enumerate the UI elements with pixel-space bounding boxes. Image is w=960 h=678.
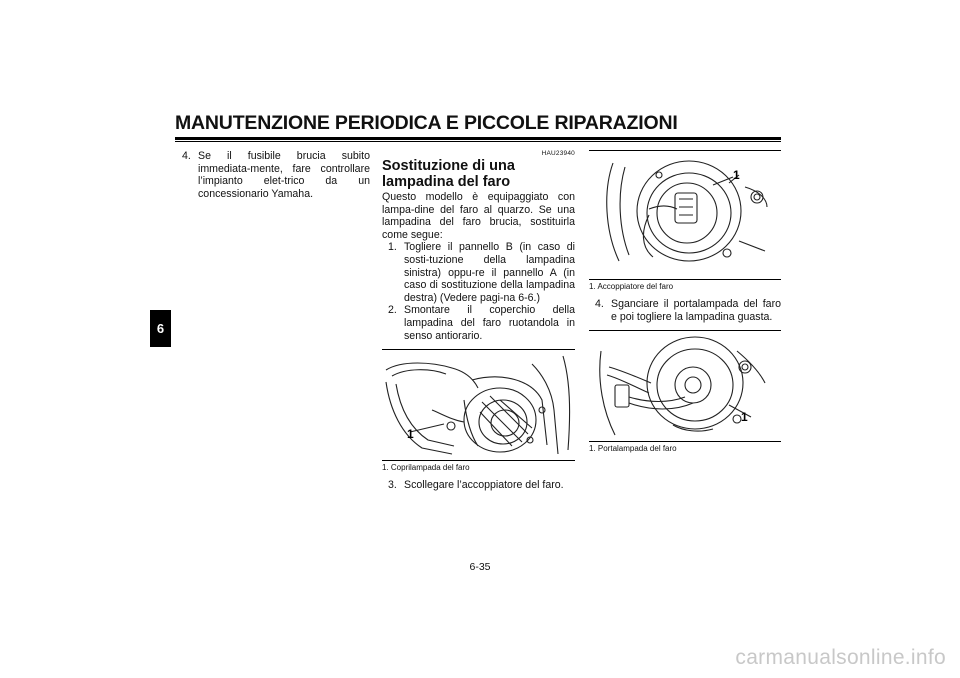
section-title: Sostituzione di una lampadina del faro bbox=[382, 158, 515, 190]
chapter-tab: 6 bbox=[150, 310, 171, 347]
step-number: 3. bbox=[388, 479, 397, 492]
step-text: Sganciare il portalampada del faro e poi togliere la lampadina guasta. bbox=[611, 298, 781, 323]
list-item bbox=[388, 479, 575, 492]
header-rule-thin bbox=[175, 141, 781, 142]
list-item bbox=[388, 241, 575, 304]
page-title: MANUTENZIONE PERIODICA E PICCOLE RIPARAZIONI bbox=[175, 112, 678, 134]
page-number: 6-35 bbox=[469, 561, 491, 573]
figure-callout: 1 bbox=[407, 427, 414, 442]
steps-list bbox=[589, 298, 781, 323]
step-text: Scollegare l’accoppiatore del faro. bbox=[404, 479, 564, 492]
list-item bbox=[388, 304, 575, 342]
step-number: 2. bbox=[388, 304, 397, 317]
item-number: 4. bbox=[182, 150, 191, 162]
figure-headlight-cover bbox=[382, 349, 575, 461]
figure-caption: 1. Coprilampada del faro bbox=[382, 463, 470, 473]
figure-caption: 1. Portalampada del faro bbox=[589, 444, 677, 454]
figure-caption: 1. Accoppiatore del faro bbox=[589, 282, 674, 291]
watermark: carmanualsonline.info bbox=[735, 646, 946, 669]
steps-list-continued bbox=[382, 479, 575, 492]
column-1 bbox=[182, 150, 370, 200]
item-text: Se il fusibile brucia subito immediata-mente, fare controllare l’impianto elet-trico da un concessionario Yamaha. bbox=[198, 150, 370, 200]
bulb-holder-illustration bbox=[589, 331, 781, 441]
step-number: 1. bbox=[388, 241, 397, 254]
step-number: 4. bbox=[595, 298, 604, 310]
step-text: Togliere il pannello B (in caso di sosti-tuzione della lampadina sinistra) oppu-re il pannello A (in caso di sostituzione della lampadina destra) (Vedere pagi-na 6-6.) bbox=[404, 241, 575, 304]
column-2 bbox=[382, 150, 575, 492]
figure-callout: 1 bbox=[741, 410, 748, 425]
header-rule bbox=[175, 137, 781, 140]
headlight-coupler-illustration bbox=[589, 151, 781, 279]
steps-list bbox=[382, 241, 575, 342]
column-3 bbox=[589, 150, 781, 454]
intro-paragraph: Questo modello è equipaggiato con lampa-dine del faro al quarzo. Se una lampadina del faro brucia, sostituirla come segue: bbox=[382, 191, 575, 241]
section-code: HAU23940 bbox=[541, 150, 575, 157]
list-item bbox=[595, 298, 781, 323]
figure-callout: 1 bbox=[733, 168, 740, 182]
step-text: Smontare il coperchio della lampadina del faro ruotandola in senso antiorario. bbox=[404, 304, 575, 342]
figure-headlight-bulb-holder bbox=[589, 330, 781, 442]
list-item bbox=[182, 150, 370, 200]
headlight-cover-illustration bbox=[382, 350, 575, 460]
figure-headlight-coupler bbox=[589, 150, 781, 280]
